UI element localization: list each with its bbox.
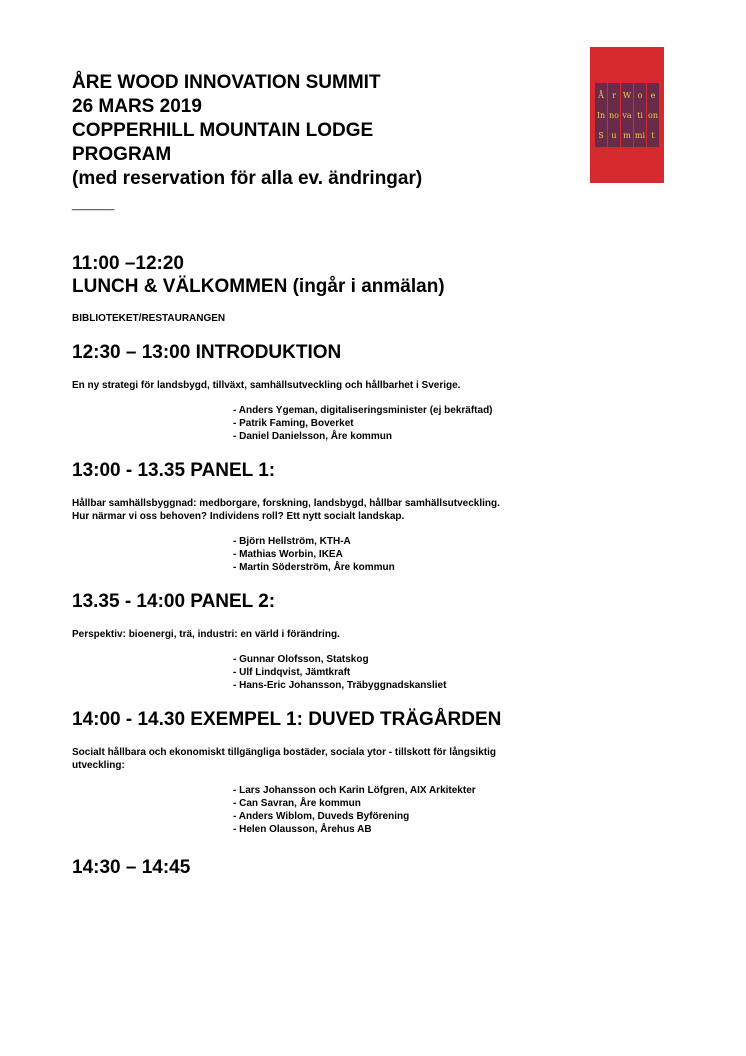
logo-column [608,83,620,147]
event-title: ÅRE WOOD INNOVATION SUMMIT [72,72,381,93]
program-section [72,459,682,574]
description-line: Hur närmar vi oss behoven? Individens roll? Ett nytt socialt landskap. [72,511,405,522]
section-description [72,628,682,641]
event-date: 26 MARS 2019 [72,96,202,117]
speaker-list [233,784,682,836]
logo-letter: on [648,110,658,120]
speaker-item: - Daniel Danielsson, Åre kommun [233,431,392,442]
logo-letter: Å [598,90,604,100]
speaker-list [233,535,682,574]
description-line: Perspektiv: bioenergi, trä, industri: en värld i förändring. [72,629,340,640]
speaker-item: - Helen Olausson, Årehus AB [233,824,372,835]
logo-column [595,83,607,147]
speaker-item: - Gunnar Olofsson, Statskog [233,654,369,665]
reservation-note: (med reservation för alla ev. ändringar) [72,168,423,189]
logo-letter: va [622,110,632,120]
description-line: Socialt hållbara och ekonomiskt tillgängliga bostäder, sociala ytor - tillskott för långsiktig [72,747,496,758]
summit-logo [590,47,664,183]
section-heading: 14:00 - 14.30 EXEMPEL 1: DUVED TRÄGÅRDEN [72,709,502,730]
description-line: Hållbar samhällsbyggnad: medborgare, forskning, landsbygd, hållbar samhällsutveckling. [72,498,500,509]
description-line: utveckling: [72,760,125,771]
speaker-item: - Hans-Eric Johansson, Träbyggnadskansliet [233,680,447,691]
program-sections [72,341,682,880]
speaker-item: - Anders Wiblom, Duveds Byförening [233,811,410,822]
section-description [72,497,682,523]
speaker-item: - Björn Hellström, KTH-A [233,536,351,547]
speaker-item: - Ulf Lindqvist, Jämtkraft [233,667,351,678]
logo-letter: m [623,130,631,140]
logo-letter: In [596,110,606,120]
program-section [72,856,682,880]
program-section [72,708,682,836]
event-venue: COPPERHILL MOUNTAIN LODGE [72,120,374,141]
logo-letter: mi [634,130,646,140]
header-rule: ____ [72,192,115,213]
program-section [72,590,682,692]
program-section [72,341,682,443]
speaker-item: - Anders Ygeman, digitaliseringsminister (ej bekräftad) [233,405,493,416]
speaker-item: - Martin Söderström, Åre kommun [233,562,395,573]
speaker-item: - Mathias Worbin, IKEA [233,549,343,560]
section-heading: 12:30 – 13:00 INTRODUKTION [72,342,342,363]
logo-grid [595,83,659,147]
speaker-item: - Lars Johansson och Karin Löfgren, AIX Arkitekter [233,785,476,796]
logo-column [647,83,659,147]
section-heading: 14:30 – 14:45 [72,857,191,878]
logo-letter: W [622,90,632,100]
program-header [72,71,552,213]
speaker-item: - Patrik Faming, Boverket [233,418,354,429]
lunch-time: 11:00 –12:20 [72,253,184,274]
logo-letter: ti [637,110,643,120]
lunch-location: BIBLIOTEKET/RESTAURANGEN [72,313,226,324]
section-description [72,379,682,392]
speaker-item: - Can Savran, Åre kommun [233,798,361,809]
section-description [72,746,682,772]
logo-letter: r [612,90,616,100]
description-line: En ny strategi för landsbygd, tillväxt, samhällsutveckling och hållbarhet i Sverige. [72,380,461,391]
section-heading: 13.35 - 14:00 PANEL 2: [72,591,276,612]
program-content [72,252,682,880]
logo-letter: e [650,90,656,100]
logo-letter: t [651,130,655,140]
logo-letter: o [637,90,643,100]
logo-letter: no [609,110,619,120]
logo-column [621,83,633,147]
section-heading: 13:00 - 13.35 PANEL 1: [72,460,276,481]
lunch-title: LUNCH & VÄLKOMMEN (ingår i anmälan) [72,276,445,297]
logo-letter: S [598,130,604,140]
speaker-list [233,404,682,443]
logo-letter: u [611,130,617,140]
lunch-block [72,252,682,325]
program-label: PROGRAM [72,144,172,165]
logo-column [634,83,646,147]
speaker-list [233,653,682,692]
